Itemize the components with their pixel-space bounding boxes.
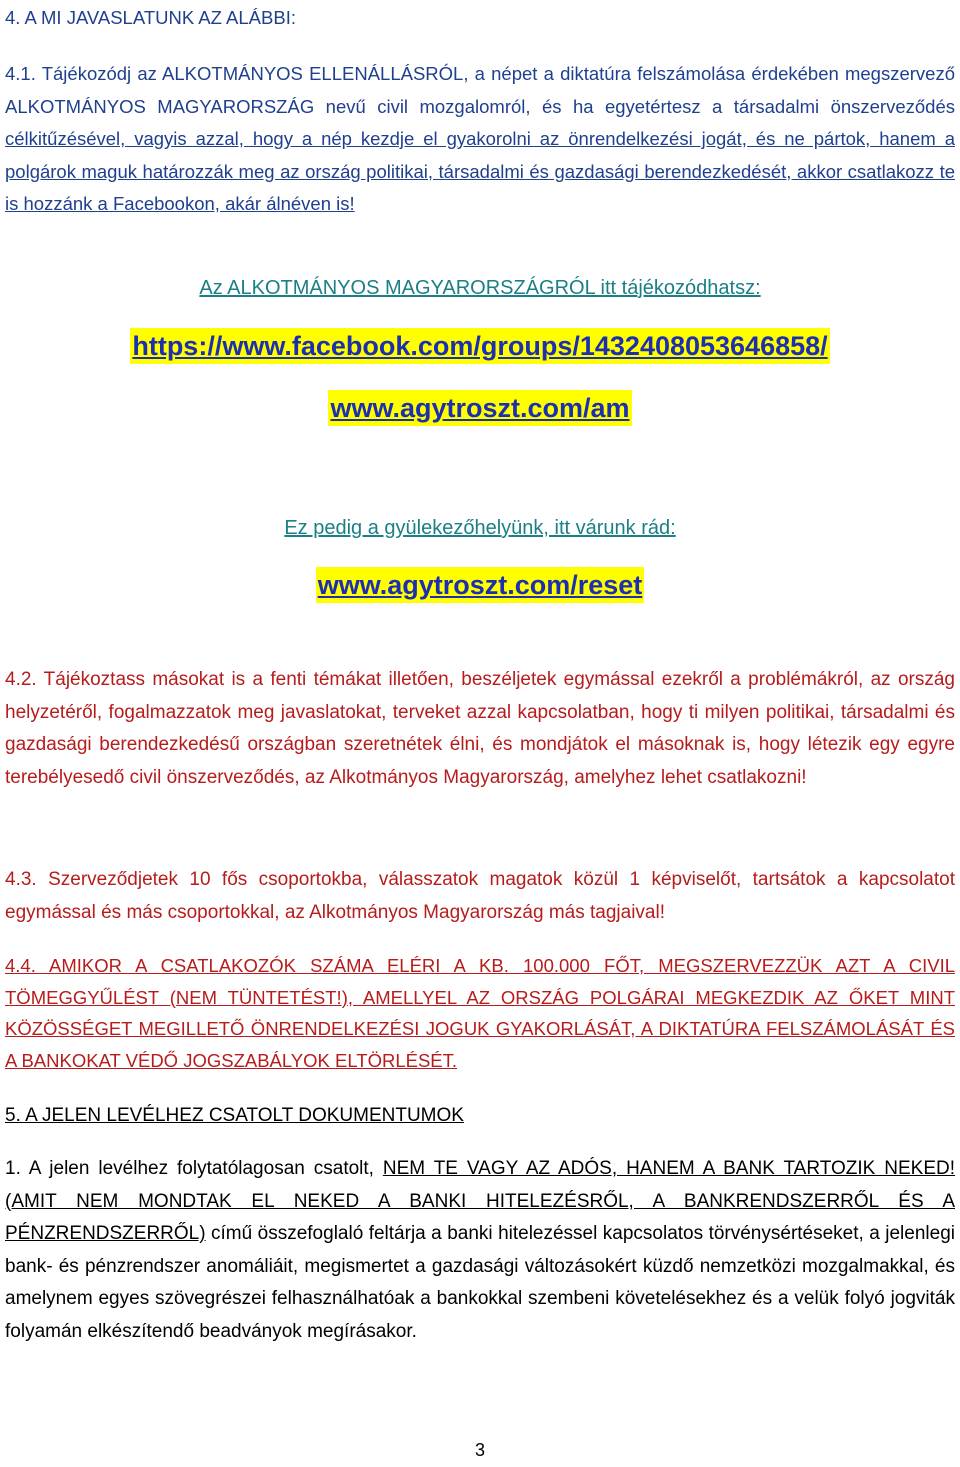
page-number: 3: [474, 1440, 485, 1460]
paragraph-4-1: [5, 58, 955, 221]
item-1-rest: című összefoglaló feltárja a banki hitelezéssel kapcsolatos törvénysértéseket, a jelenlegi bank- és pénzrendszer anomáliáit, megismertet a gazdasági változásokért küzdő nemzetközi mozgalmakkal, és amelynem egyes szövegrészei felhasználhatóak a bankokkal szembeni követelésekhez és a velük folyó jogviták folyamán elkészítendő beadványok megírásakor.: [5, 1223, 955, 1342]
info-label: Az ALKOTMÁNYOS MAGYARORSZÁGRÓL itt tájékozódhatsz:: [199, 277, 761, 299]
agytroszt-am-link[interactable]: www.agytroszt.com/am: [328, 390, 631, 426]
item-1-title: NEM TE VAGY AZ ADÓS, HANEM A BANK TARTOZIK NEKED! (AMIT NEM MONDTAK EL NEKED A BANKI HITELEZÉSRŐL, A BANKRENDSZERRŐL ÉS A PÉNZRENDSZERRŐL): [5, 1158, 955, 1244]
facebook-group-link[interactable]: https://www.facebook.com/groups/1432408053646858/: [130, 328, 829, 364]
paragraph-4-4: 4.4. AMIKOR A CSATLAKOZÓK SZÁMA ELÉRI A KB. 100.000 FŐT, MEGSZERVEZZÜK AZT A CIVIL TÖMEGGYŰLÉST (NEM TÜNTETÉST!), AMELLYEL AZ ORSZÁG POLGÁRAI MEGKEZDIK AZ ŐKET MINT KÖZÖSSÉGET MEGILLETŐ ÖNRENDELKEZÉSI JOGUK GYAKORLÁSÁT, A DIKTATÚRA FELSZÁMOLÁSÁT ÉS A BANKOKAT VÉDŐ JOGSZABÁLYOK ELTÖRLÉSÉT.: [5, 955, 955, 1071]
reset-link-row: [0, 567, 960, 603]
paragraph-4-1-underlined: célkitűzésével, vagyis azzal, hogy a nép kezdje el gyakorolni az önrendelkezési jogát, és ne pártok, hanem a polgárok maguk határozzák meg az ország politikai, társadalmi és gazdasági berendezkedését, akkor csatlakozz te is hozzánk a Facebookon, akár álnéven is!: [5, 128, 955, 214]
am-link-row: [0, 390, 960, 426]
section-5-heading: 5. A JELEN LEVÉLHEZ CSATOLT DOKUMENTUMOK: [5, 1105, 464, 1126]
section-4-heading: 4. A MI JAVASLATUNK AZ ALÁBBI:: [5, 7, 296, 28]
section-5-item-1: [5, 1153, 955, 1348]
item-1-lead: 1. A jelen levélhez folytatólagosan csatolt,: [5, 1158, 383, 1179]
paragraph-4-2: 4.2. Tájékoztass másokat is a fenti témákat illetően, beszéljetek egymással ezekről a problémákról, az ország helyzetéről, fogalmazzatok meg javaslatokat, terveket azzal kapcsolatban, hogy ti milyen politikai, társadalmi és gazdasági berendezkedésű országban szeretnétek élni, és mondjátok el másoknak is, hogy létezik egy egyre terebélyesedő civil önszerveződés, az Alkotmányos Magyarország, amelyhez lehet csatlakozni!: [5, 669, 955, 788]
paragraph-4-3: 4.3. Szerveződjetek 10 fős csoportokba, válasszatok magatok közül 1 képviselőt, tartsátok a kapcsolatot egymással és más csoportokkal, az Alkotmányos Magyarország más tagjaival!: [5, 869, 955, 923]
agytroszt-reset-link[interactable]: www.agytroszt.com/reset: [316, 567, 645, 603]
meeting-label: Ez pedig a gyülekezőhelyünk, itt várunk rád:: [284, 517, 676, 539]
paragraph-4-1-lead: 4.1. Tájékozódj az ALKOTMÁNYOS ELLENÁLLÁSRÓL, a népet a diktatúra felszámolása érdekében megszervező ALKOTMÁNYOS MAGYARORSZÁG nevű civil mozgalomról, és ha egyetértesz a társadalmi önszerveződés: [5, 63, 955, 117]
facebook-link-row: [0, 328, 960, 364]
